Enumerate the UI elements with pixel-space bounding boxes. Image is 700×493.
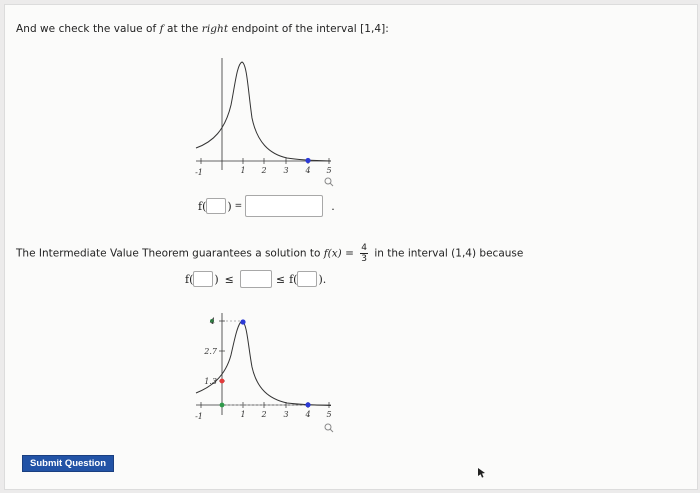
y-label: 1.3 <box>204 377 217 386</box>
submit-question-button[interactable]: Submit Question <box>22 455 114 472</box>
x-tick-label: 5 <box>326 166 332 175</box>
magnifier-icon <box>325 178 333 186</box>
x-tick-label: -1 <box>195 412 203 421</box>
point-target <box>220 379 225 384</box>
ivt-text: The Intermediate Value Theorem guarantees a solution to f(x) = $\frac{4}{3}$ in the interval (1,4) because <box>16 243 524 264</box>
answer-row-1: f( ) = . <box>198 195 335 217</box>
x-tick-label: 2 <box>261 410 267 419</box>
fraction: $\frac{4}{3}$ <box>361 243 367 264</box>
x-tick-label: 1 <box>240 166 246 175</box>
point-x0 <box>220 403 225 408</box>
x-input-3[interactable] <box>297 271 317 287</box>
x-tick-label: 4 <box>305 166 311 175</box>
x-input-1[interactable] <box>206 198 226 214</box>
y-label: 4 <box>209 317 215 326</box>
mouse-cursor-icon <box>477 467 487 479</box>
answer-row-2: f( ) ≤ ≤ f( ). <box>185 270 326 288</box>
magnifier-icon <box>325 424 333 432</box>
question-panel <box>4 4 698 490</box>
x-tick-label: 5 <box>326 410 332 419</box>
graph-2[interactable] <box>191 305 341 440</box>
middle-input[interactable] <box>240 270 272 288</box>
point-max <box>240 319 245 324</box>
x-tick-label: 1 <box>240 410 246 419</box>
x-tick-label: -1 <box>195 168 203 177</box>
emphasis-right: right <box>201 23 229 35</box>
function-curve <box>196 321 331 406</box>
function-curve <box>196 62 331 161</box>
x-tick-label: 3 <box>283 410 289 419</box>
x-tick-label: 4 <box>305 410 311 419</box>
point-right-endpoint <box>305 158 310 163</box>
fx-expr: f(x) <box>323 247 342 260</box>
value-input-1[interactable] <box>245 195 323 217</box>
graph-1[interactable] <box>191 50 341 190</box>
intro-text: And we check the value of f at the right endpoint of the interval [1,4]: <box>16 23 389 35</box>
y-label: 2.7 <box>204 347 217 356</box>
x-input-2[interactable] <box>193 271 213 287</box>
point-right-endpoint <box>305 402 310 407</box>
x-tick-label: 3 <box>283 166 289 175</box>
f-symbol: f <box>159 23 164 35</box>
x-tick-label: 2 <box>261 166 267 175</box>
